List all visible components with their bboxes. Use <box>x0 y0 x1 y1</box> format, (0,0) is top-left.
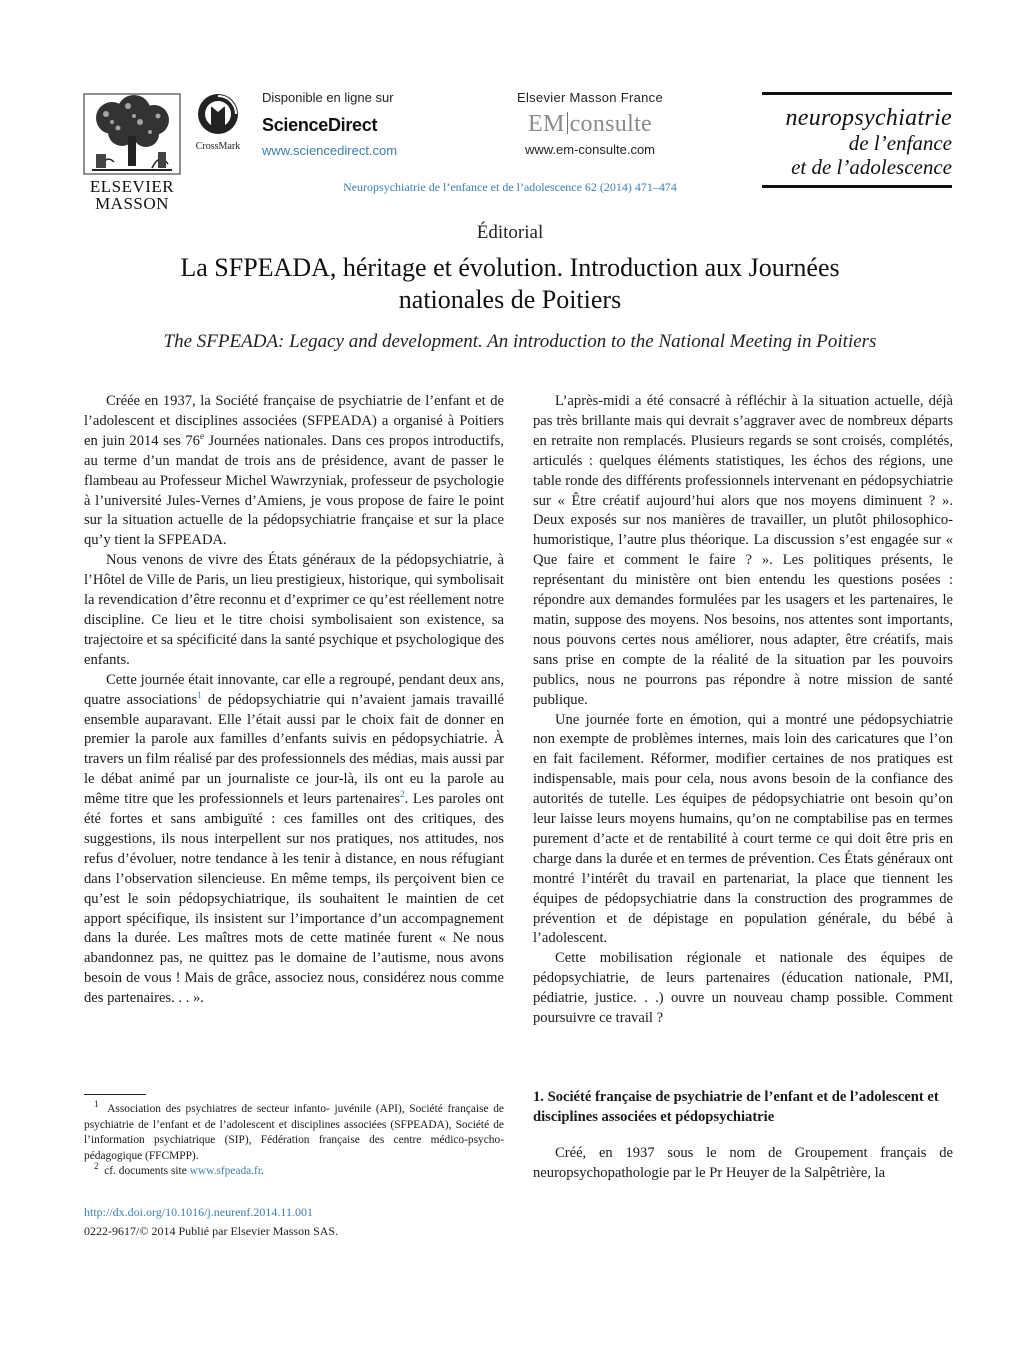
text-run: de pédopsychiatrie qui n’avaient jamais travaillé ensemble auparavant. Elle l’était aussi par le choix fait de donner en premier la parole aux familles d’enfants suivis en pédopsychiatrie. À travers un film réalisé par des professionnels des médias, mais aussi par le débat animé par un journaliste ce jour-là, ils ont eu la parole au même titre que les professionnels et leurs partenaires <box>84 691 504 808</box>
article-subtitle: The SFPEADA: Legacy and development. An introduction to the National Meeting in Poitiers <box>163 331 877 352</box>
text-run: Cette journée était innovante, car elle a regroupé, pendant deux ans, quatre associations <box>84 671 504 708</box>
paragraph: Une journée forte en émotion, qui a montré une pédopsychiatrie non exempte de problèmes internes, mais loin des caricatures que l’on en fait facilement. Réformer, modifier certaines de nos pratiques est indispensable, mais pour cela, nous avons besoin de la confiance des autorités de tutelle. Les équipes de pédopsychiatrie ont besoin qu’on leur laisse leurs moyens humains, qu’on ne comptabilise pas en termes purement d’acte et de rentabilité à court terme ce qui doit être pris en charge dans la durée et en termes de prévention. Ces États généraux ont montré l’intérêt du travail en partenariat, la place que tiennent les équipes de pédopsychiatrie dans la construction des programmes de prévention et de dépistage en population générale, du bébé à l’adolescent. <box>533 711 953 947</box>
section-1-heading: 1. Société française de psychiatrie de l’enfant et de l’adolescent et disciplines associées et pédopsychiatrie <box>533 1089 939 1125</box>
journal-brand <box>762 92 952 188</box>
paragraph: L’après-midi a été consacré à réfléchir à la situation actuelle, déjà pas très brillante mais qui devrait s’aggraver avec de nombreux départs en retraite non remplacés. Plusieurs regards se sont croisés, complétés, articulés : quelques éléments statistiques, les échos des régions, une table ronde des différents professionnels intervenant en pédopsychiatrie sur « Être créatif aujourd’hui alors que nos moyens diminuent ? ». Deux exposés sur nos manières de travailler, un plutôt philosophico-humoristique, l’autre plus théorique. La discussion s’est engagée sur « Que faire et comment le faire ? ». Les politiques présents, le représentant du ministère ont bien entendu les questions posées : répondre aux demandes formulées par les usagers et les partenaires, le matin, suppose des moyens. Nos besoins, nos attentes sont importants, nous pouvons certes nous améliorer, nous adapter, être créatifs, mais sans prise en compte de la réalité de la situation par les pouvoirs publics, nous ne pourrons pas répondre à notre mission de santé publique. <box>533 393 953 708</box>
footnote-ref-1[interactable]: 1 <box>197 689 202 700</box>
em-consulte-logo <box>500 111 680 138</box>
paragraph: Cette mobilisation régionale et nationale des équipes de pédopsychiatrie, de leurs partenaires (éducation nationale, PMI, pédiatrie, justice. . .) ouvre un nouveau champ possible. Comment poursuivre ce travail ? <box>533 950 953 1027</box>
tree-emblem-icon <box>82 92 182 176</box>
footnote-ref-2[interactable]: 2 <box>400 789 405 800</box>
footnote-text: . <box>261 1165 264 1177</box>
sfpeada-link[interactable]: www.sfpeada.fr <box>189 1165 261 1177</box>
publisher-wordmark-2: MASSON <box>95 194 169 213</box>
footnote-number: 2 <box>94 1161 99 1172</box>
paragraph <box>84 392 504 551</box>
crossmark-icon <box>196 92 240 136</box>
footnote-2 <box>84 1161 504 1180</box>
title-line-1: La SFPEADA, héritage et évolution. Introduction aux Journées <box>180 253 840 282</box>
footnote-divider <box>84 1094 146 1095</box>
issn-copyright: 0222-9617/© 2014 Publié par Elsevier Masson SAS. <box>84 1224 339 1238</box>
section-1-body <box>533 1144 953 1184</box>
text-run: Journées nationales. Dans ces propos introductifs, au terme d’un mandat de trois ans de présidence, avant de passer le flambeau au Professeur Michel Wawrzyniak, professeur de psychologie à l’université Jules-Vernes d’Amiens, je vous propose de faire le point sur la situation actuelle de la pédopsychiatrie française et sur la place qu’y tient la SFPEADA. <box>84 432 504 549</box>
crossmark-badge[interactable] <box>190 92 246 152</box>
paragraph: Créé, en 1937 sous le nom de Groupement français de neuropsychopathologie par le Pr Heuyer de la Salpêtrière, la <box>533 1145 953 1181</box>
footnote-number: 1 <box>94 1099 99 1110</box>
paragraph <box>84 671 504 1009</box>
footnote-1 <box>84 1099 504 1164</box>
section-label: Éditorial <box>476 222 544 243</box>
text-run: . Les paroles ont été fortes et sans ambiguïté : ces familles ont des critiques, des suggestions, ils nous interpellent sur nos pratiques, nos attitudes, nos refus d’évoluer, notre tendance à les tenir à distance, en nous réfugiant dans l’observation silencieuse. En même temps, ils perçoivent bien ce qu’est le soin pédopsychiatrique, ils souhaitent le maintien de cet apport spécifique, ils insistent sur l’importance d’un accompagnement dans la durée. Les maîtres mots de cette matinée furent « Ne nous abandonnez pas, ne quittez pas le domaine de l’autisme, nous avons besoin de vous ! Mais de grâce, associez nous, considérez nous comme des partenaires. . . ». <box>84 791 504 1007</box>
sciencedirect-block <box>262 90 442 158</box>
sciencedirect-name: ScienceDirect <box>262 115 378 135</box>
journal-brand-line-1: neuropsychiatrie <box>785 105 952 131</box>
sd-available-text: Disponible en ligne sur <box>262 90 394 105</box>
superscript: e <box>199 430 204 441</box>
footnote-text: cf. documents site <box>104 1165 190 1177</box>
em-consulte-link[interactable]: www.em-consulte.com <box>524 142 656 157</box>
em-consulte-block <box>500 90 680 157</box>
em-logo-left: EM <box>528 111 565 137</box>
em-logo-right: consulte <box>569 111 652 137</box>
text-run: Créée en 1937, la Société française de psychiatrie de l’enfant et de l’adolescent et disciplines associées (SFPEADA) a organisé à Poitiers en juin 2014 ses 76 <box>84 393 504 449</box>
article-title <box>130 252 890 316</box>
left-column <box>84 392 504 1009</box>
crossmark-label: CrossMark <box>195 141 241 152</box>
title-line-2: nationales de Poitiers <box>398 285 622 314</box>
journal-brand-line-2: de l’enfance <box>848 131 952 155</box>
journal-brand-line-3: et de l’adolescence <box>791 155 952 179</box>
doi-link[interactable]: http://dx.doi.org/10.1016/j.neurenf.2014.11.001 <box>84 1205 313 1219</box>
sciencedirect-link[interactable]: www.sciencedirect.com <box>262 143 398 158</box>
publisher-wordmark-1: ELSEVIER <box>89 177 175 196</box>
paragraph: Nous venons de vivre des États généraux de la pédopsychiatrie, à l’Hôtel de Ville de Paris, un lieu prestigieux, historique, qui symbolisait la revendication d’être reconnu et d’exprimer ce qu’est réellement notre discipline. Ce lieu et le titre choisi symbolisaient son existence, sa trajectoire et sa spécificité dans la santé psychique et psychologique des enfants. <box>84 552 504 668</box>
footnote-text: Association des psychiatres de secteur infanto- juvénile (API), Société française de psychiatrie de l’enfant et de l’adolescent et disciplines associées (SFPEADA), Société de l’information psychiatrique (SIP), Fédération française des centre médico-psycho-pédagogique (FFCMPP). <box>84 1103 504 1162</box>
em-publisher: Elsevier Masson France <box>516 90 664 105</box>
footnotes <box>84 1099 504 1180</box>
right-column <box>533 392 953 1029</box>
journal-citation[interactable]: Neuropsychiatrie de l’enfance et de l’adolescence 62 (2014) 471–474 <box>343 180 677 194</box>
em-logo-bar <box>567 112 568 134</box>
